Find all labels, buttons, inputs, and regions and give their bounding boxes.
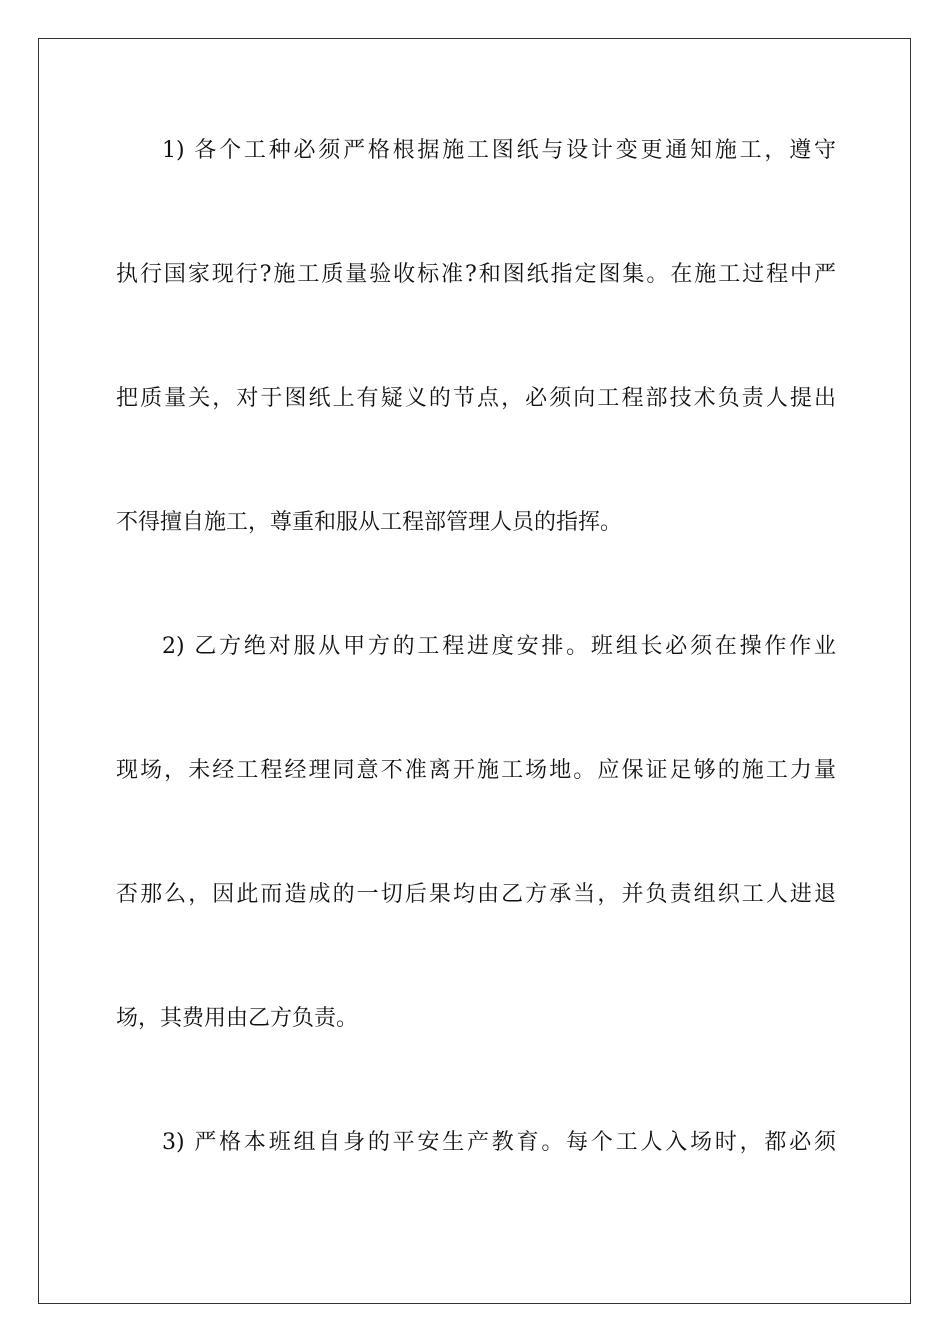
paragraph-2-line-3: 否那么，因此而造成的一切后果均由乙方承当，并负责组织工人进退 [116,882,836,907]
paragraph-2-line-2: 现场，未经工程经理同意不准离开施工场地。应保证足够的施工力量 [116,758,836,783]
paragraph-3-line-1: 3) 严格本班组自身的平安生产教育。每个工人入场时，都必须 [162,1130,836,1155]
paragraph-2-line-4: 场，其费用由乙方负责。 [116,1006,359,1031]
paragraph-2-line-1: 2) 乙方绝对服从甲方的工程进度安排。班组长必须在操作作业 [162,634,836,659]
paragraph-1-line-3: 把质量关，对于图纸上有疑义的节点，必须向工程部技术负责人提出 [116,386,836,411]
paragraph-1-line-4: 不得擅自施工，尊重和服从工程部管理人员的指挥。 [116,510,623,535]
paragraph-1-line-1: 1) 各个工种必须严格根据施工图纸与设计变更通知施工，遵守 [162,138,836,163]
page-border [38,38,911,1304]
paragraph-1-line-2: 执行国家现行?施工质量验收标准?和图纸指定图集。在施工过程中严 [116,262,836,287]
